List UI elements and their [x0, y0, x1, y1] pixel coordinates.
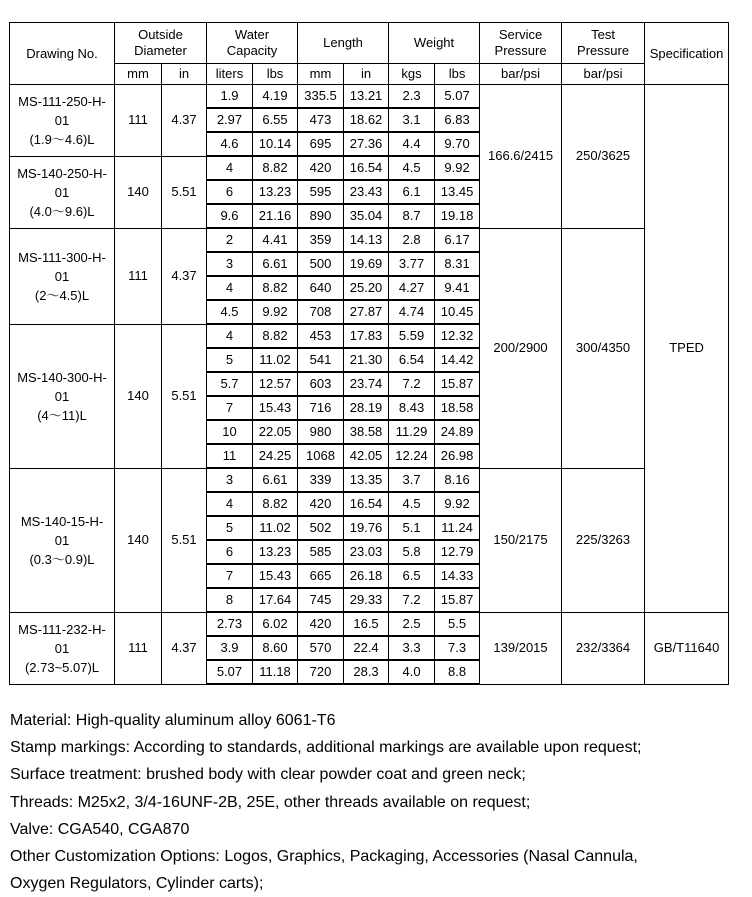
value-cell-liters: 11 — [207, 444, 253, 468]
value-cell-mm: 665 — [298, 564, 344, 588]
value-cell-liters: 4.5 — [207, 300, 253, 324]
value-cell-mm: 359 — [298, 228, 344, 252]
value-cell-in: 25.20 — [344, 276, 389, 300]
value-cell-wlbs: 13.45 — [435, 180, 480, 204]
value-cell-kgs: 2.5 — [389, 612, 435, 636]
value-cell-in: 38.58 — [344, 420, 389, 444]
drawing-no-line: 01 — [54, 112, 70, 128]
value-cell-kgs: 3.77 — [389, 252, 435, 276]
value-cell-lbs: 8.60 — [253, 636, 298, 660]
value-cell-lbs: 12.57 — [253, 372, 298, 396]
value-cell-kgs: 3.1 — [389, 108, 435, 132]
unit-od-mm: mm — [115, 64, 162, 85]
value-cell-lbs: 22.05 — [253, 420, 298, 444]
note-threads: Threads: M25x2, 3/4-16UNF-2B, 25E, other threads available on request; — [10, 793, 531, 811]
drawing-no-line: (4～11)L — [37, 407, 87, 423]
od-in-cell: 5.51 — [162, 156, 207, 228]
value-cell-liters: 3 — [207, 252, 253, 276]
drawing-no-line: (4.0～9.6)L — [29, 203, 95, 219]
value-cell-wlbs: 24.89 — [435, 420, 480, 444]
value-cell-liters: 3.9 — [207, 636, 253, 660]
value-cell-liters: 9.6 — [207, 204, 253, 228]
value-cell-mm: 603 — [298, 372, 344, 396]
value-cell-in: 27.87 — [344, 300, 389, 324]
value-cell-lbs: 11.02 — [253, 348, 298, 372]
value-cell-mm: 500 — [298, 252, 344, 276]
test-pressure-cell: 250/3625 — [562, 85, 645, 229]
value-cell-in: 16.54 — [344, 492, 389, 516]
value-cell-liters: 4.6 — [207, 132, 253, 156]
value-cell-kgs: 4.4 — [389, 132, 435, 156]
drawing-no-line: MS-140-300-H- — [17, 369, 107, 385]
value-cell-in: 26.18 — [344, 564, 389, 588]
note-valve: Valve: CGA540, CGA870 — [10, 820, 190, 838]
value-cell-kgs: 6.54 — [389, 348, 435, 372]
od-mm-cell: 111 — [115, 85, 162, 157]
value-cell-liters: 2 — [207, 228, 253, 252]
value-cell-mm: 980 — [298, 420, 344, 444]
value-cell-kgs: 2.8 — [389, 228, 435, 252]
value-cell-mm: 453 — [298, 324, 344, 348]
value-cell-lbs: 8.82 — [253, 276, 298, 300]
value-cell-wlbs: 18.58 — [435, 396, 480, 420]
value-cell-lbs: 6.61 — [253, 468, 298, 492]
value-cell-lbs: 8.82 — [253, 156, 298, 180]
value-cell-lbs: 8.82 — [253, 492, 298, 516]
unit-od-in: in — [162, 64, 207, 85]
value-cell-mm: 595 — [298, 180, 344, 204]
od-mm-cell: 140 — [115, 156, 162, 228]
test-pressure-cell: 232/3364 — [562, 612, 645, 684]
od-in-cell: 4.37 — [162, 85, 207, 157]
value-cell-wlbs: 15.87 — [435, 372, 480, 396]
od-in-cell: 5.51 — [162, 324, 207, 468]
value-cell-in: 13.21 — [344, 85, 389, 109]
value-cell-in: 16.54 — [344, 156, 389, 180]
header-weight: Weight — [389, 23, 480, 64]
value-cell-in: 27.36 — [344, 132, 389, 156]
service-pressure-cell: 150/2175 — [480, 468, 562, 612]
value-cell-lbs: 17.64 — [253, 588, 298, 612]
value-cell-mm: 570 — [298, 636, 344, 660]
value-cell-liters: 7 — [207, 564, 253, 588]
od-mm-cell: 140 — [115, 324, 162, 468]
value-cell-wlbs: 6.17 — [435, 228, 480, 252]
value-cell-wlbs: 12.32 — [435, 324, 480, 348]
note-surface-treatment: Surface treatment: brushed body with clear powder coat and green neck; — [10, 766, 526, 784]
value-cell-lbs: 11.02 — [253, 516, 298, 540]
value-cell-kgs: 4.0 — [389, 660, 435, 684]
value-cell-in: 42.05 — [344, 444, 389, 468]
table-row — [10, 468, 729, 492]
value-cell-liters: 4 — [207, 276, 253, 300]
od-mm-cell: 111 — [115, 612, 162, 684]
value-cell-liters: 6 — [207, 540, 253, 564]
value-cell-lbs: 15.43 — [253, 564, 298, 588]
drawing-no-line: (0.3～0.9)L — [29, 551, 95, 567]
note-stamp-markings: Stamp markings: According to standards, additional markings are available upon request; — [10, 739, 642, 757]
value-cell-in: 19.69 — [344, 252, 389, 276]
value-cell-mm: 708 — [298, 300, 344, 324]
value-cell-kgs: 3.3 — [389, 636, 435, 660]
drawing-no-line: 01 — [54, 388, 70, 404]
unit-service-pressure: bar/psi — [480, 64, 562, 85]
value-cell-liters: 4 — [207, 492, 253, 516]
value-cell-lbs: 6.02 — [253, 612, 298, 636]
value-cell-lbs: 13.23 — [253, 180, 298, 204]
value-cell-kgs: 4.27 — [389, 276, 435, 300]
value-cell-kgs: 8.43 — [389, 396, 435, 420]
value-cell-liters: 5.07 — [207, 660, 253, 684]
value-cell-lbs: 21.16 — [253, 204, 298, 228]
specification-cell: TPED — [645, 85, 729, 613]
value-cell-wlbs: 9.70 — [435, 132, 480, 156]
spec-table-body — [10, 85, 729, 685]
value-cell-liters: 8 — [207, 588, 253, 612]
drawing-no-line: MS-111-232-H- — [18, 621, 106, 637]
unit-len-in: in — [344, 64, 389, 85]
test-pressure-cell: 300/4350 — [562, 228, 645, 468]
value-cell-in: 19.76 — [344, 516, 389, 540]
value-cell-liters: 2.73 — [207, 612, 253, 636]
value-cell-wlbs: 9.92 — [435, 492, 480, 516]
value-cell-liters: 5 — [207, 516, 253, 540]
od-in-cell: 4.37 — [162, 612, 207, 684]
value-cell-wlbs: 5.5 — [435, 612, 480, 636]
value-cell-kgs: 6.1 — [389, 180, 435, 204]
value-cell-lbs: 15.43 — [253, 396, 298, 420]
value-cell-liters: 5 — [207, 348, 253, 372]
product-notes — [10, 707, 745, 897]
value-cell-kgs: 12.24 — [389, 444, 435, 468]
value-cell-lbs: 6.61 — [253, 252, 298, 276]
table-row — [10, 612, 729, 636]
unit-wc-liters: liters — [207, 64, 253, 85]
value-cell-kgs: 5.59 — [389, 324, 435, 348]
specification-cell: GB/T11640 — [645, 612, 729, 684]
value-cell-in: 16.5 — [344, 612, 389, 636]
drawing-no-line: 01 — [54, 184, 70, 200]
value-cell-wlbs: 10.45 — [435, 300, 480, 324]
value-cell-wlbs: 8.8 — [435, 660, 480, 684]
drawing-no-line: (2～4.5)L — [34, 287, 90, 303]
value-cell-wlbs: 12.79 — [435, 540, 480, 564]
value-cell-wlbs: 14.42 — [435, 348, 480, 372]
drawing-no-line: 01 — [54, 532, 70, 548]
drawing-no-cell — [10, 612, 115, 684]
value-cell-lbs: 6.55 — [253, 108, 298, 132]
value-cell-mm: 502 — [298, 516, 344, 540]
value-cell-kgs: 7.2 — [389, 372, 435, 396]
note-customization-cont: Oxygen Regulators, Cylinder carts); — [10, 875, 264, 893]
value-cell-in: 17.83 — [344, 324, 389, 348]
cylinder-spec-table — [9, 22, 729, 685]
value-cell-in: 18.62 — [344, 108, 389, 132]
note-material: Material: High-quality aluminum alloy 6061-T6 — [10, 712, 336, 729]
value-cell-in: 23.43 — [344, 180, 389, 204]
drawing-no-cell — [10, 156, 115, 228]
table-row — [10, 228, 729, 252]
note-customization: Other Customization Options: Logos, Graphics, Packaging, Accessories (Nasal Cannula, — [10, 848, 638, 866]
value-cell-lbs: 8.82 — [253, 324, 298, 348]
value-cell-in: 29.33 — [344, 588, 389, 612]
unit-wt-lbs: lbs — [435, 64, 480, 85]
value-cell-liters: 6 — [207, 180, 253, 204]
value-cell-wlbs: 6.83 — [435, 108, 480, 132]
service-pressure-cell: 166.6/2415 — [480, 85, 562, 229]
value-cell-kgs: 4.5 — [389, 492, 435, 516]
drawing-no-line: (2.73~5.07)L — [24, 659, 100, 675]
value-cell-in: 21.30 — [344, 348, 389, 372]
value-cell-wlbs: 9.92 — [435, 156, 480, 180]
od-mm-cell: 111 — [115, 228, 162, 324]
value-cell-kgs: 7.2 — [389, 588, 435, 612]
value-cell-in: 23.74 — [344, 372, 389, 396]
value-cell-kgs: 4.5 — [389, 156, 435, 180]
od-mm-cell: 140 — [115, 468, 162, 612]
value-cell-lbs: 24.25 — [253, 444, 298, 468]
unit-test-pressure: bar/psi — [562, 64, 645, 85]
drawing-no-cell — [10, 85, 115, 157]
value-cell-lbs: 4.19 — [253, 85, 298, 109]
value-cell-mm: 473 — [298, 108, 344, 132]
value-cell-mm: 745 — [298, 588, 344, 612]
value-cell-in: 14.13 — [344, 228, 389, 252]
test-pressure-cell: 225/3263 — [562, 468, 645, 612]
value-cell-liters: 2.97 — [207, 108, 253, 132]
value-cell-in: 23.03 — [344, 540, 389, 564]
value-cell-mm: 640 — [298, 276, 344, 300]
value-cell-in: 13.35 — [344, 468, 389, 492]
value-cell-wlbs: 15.87 — [435, 588, 480, 612]
value-cell-kgs: 5.1 — [389, 516, 435, 540]
header-specification: Specification — [645, 23, 729, 85]
value-cell-wlbs: 14.33 — [435, 564, 480, 588]
value-cell-in: 28.3 — [344, 660, 389, 684]
header-test-pressure: Test Pressure — [562, 23, 645, 64]
value-cell-liters: 4 — [207, 156, 253, 180]
value-cell-liters: 4 — [207, 324, 253, 348]
value-cell-mm: 695 — [298, 132, 344, 156]
value-cell-liters: 3 — [207, 468, 253, 492]
service-pressure-cell: 200/2900 — [480, 228, 562, 468]
value-cell-liters: 10 — [207, 420, 253, 444]
value-cell-mm: 420 — [298, 156, 344, 180]
value-cell-wlbs: 7.3 — [435, 636, 480, 660]
value-cell-wlbs: 8.31 — [435, 252, 480, 276]
value-cell-mm: 716 — [298, 396, 344, 420]
value-cell-liters: 5.7 — [207, 372, 253, 396]
drawing-no-cell — [10, 468, 115, 612]
od-in-cell: 4.37 — [162, 228, 207, 324]
unit-wt-kgs: kgs — [389, 64, 435, 85]
drawing-no-line: MS-140-250-H- — [17, 165, 107, 181]
value-cell-wlbs: 8.16 — [435, 468, 480, 492]
value-cell-lbs: 4.41 — [253, 228, 298, 252]
value-cell-kgs: 5.8 — [389, 540, 435, 564]
value-cell-kgs: 3.7 — [389, 468, 435, 492]
drawing-no-line: MS-140-15-H- — [20, 513, 104, 529]
value-cell-mm: 720 — [298, 660, 344, 684]
drawing-no-line: MS-111-250-H- — [18, 93, 106, 109]
value-cell-mm: 585 — [298, 540, 344, 564]
value-cell-mm: 339 — [298, 468, 344, 492]
unit-len-mm: mm — [298, 64, 344, 85]
value-cell-kgs: 11.29 — [389, 420, 435, 444]
value-cell-wlbs: 19.18 — [435, 204, 480, 228]
value-cell-lbs: 11.18 — [253, 660, 298, 684]
value-cell-wlbs: 11.24 — [435, 516, 480, 540]
header-service-pressure: Service Pressure — [480, 23, 562, 64]
header-drawing-no: Drawing No. — [10, 23, 115, 85]
value-cell-mm: 1068 — [298, 444, 344, 468]
value-cell-mm: 541 — [298, 348, 344, 372]
value-cell-kgs: 4.74 — [389, 300, 435, 324]
value-cell-liters: 7 — [207, 396, 253, 420]
drawing-no-line: (1.9～4.6)L — [29, 131, 95, 147]
header-water-capacity: Water Capacity — [207, 23, 298, 64]
value-cell-in: 28.19 — [344, 396, 389, 420]
header-length: Length — [298, 23, 389, 64]
value-cell-lbs: 13.23 — [253, 540, 298, 564]
value-cell-mm: 890 — [298, 204, 344, 228]
value-cell-kgs: 2.3 — [389, 85, 435, 109]
table-row — [10, 85, 729, 109]
value-cell-in: 35.04 — [344, 204, 389, 228]
value-cell-kgs: 6.5 — [389, 564, 435, 588]
value-cell-liters: 1.9 — [207, 85, 253, 109]
value-cell-lbs: 10.14 — [253, 132, 298, 156]
value-cell-kgs: 8.7 — [389, 204, 435, 228]
drawing-no-line: MS-111-300-H- — [18, 249, 106, 265]
value-cell-mm: 420 — [298, 612, 344, 636]
value-cell-wlbs: 5.07 — [435, 85, 480, 109]
drawing-no-line: 01 — [54, 640, 70, 656]
unit-wc-lbs: lbs — [253, 64, 298, 85]
service-pressure-cell: 139/2015 — [480, 612, 562, 684]
value-cell-lbs: 9.92 — [253, 300, 298, 324]
value-cell-mm: 420 — [298, 492, 344, 516]
value-cell-wlbs: 9.41 — [435, 276, 480, 300]
value-cell-wlbs: 26.98 — [435, 444, 480, 468]
od-in-cell: 5.51 — [162, 468, 207, 612]
value-cell-in: 22.4 — [344, 636, 389, 660]
header-outside-diameter: Outside Diameter — [115, 23, 207, 64]
value-cell-mm: 335.5 — [298, 85, 344, 109]
drawing-no-cell — [10, 228, 115, 324]
drawing-no-line: 01 — [54, 268, 70, 284]
drawing-no-cell — [10, 324, 115, 468]
